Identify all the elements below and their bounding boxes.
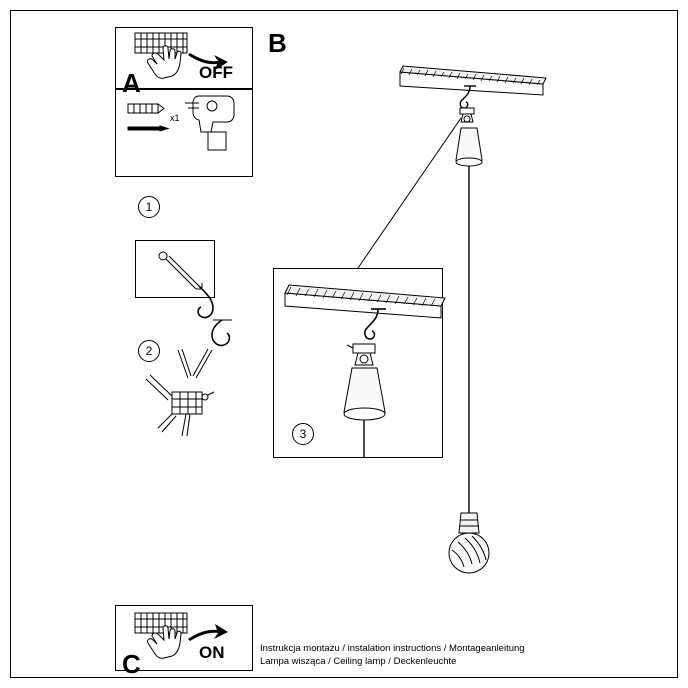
lamp-shade-icon	[344, 368, 385, 420]
cord-clamp-icon	[347, 344, 375, 365]
panel-c-state-label: ON	[199, 643, 225, 662]
caption-line-1: Instrukcja montażu / instalation instructions / Montageanleitung	[260, 643, 525, 654]
step-2-badge: 2	[138, 340, 160, 362]
caption-line-2: Lampa wisząca / Ceiling lamp / Deckenleuchte	[260, 656, 457, 667]
ceiling-icon	[285, 285, 445, 318]
step-1-badge: 1	[138, 196, 160, 218]
panel-c-label: C	[122, 649, 141, 679]
screw-quantity-label: x1	[170, 113, 180, 123]
panel-a-label: A	[122, 68, 141, 98]
panel-a-state-label: OFF	[199, 63, 233, 82]
step-3-badge: 3	[292, 423, 314, 445]
panel-b-label: B	[268, 28, 287, 58]
